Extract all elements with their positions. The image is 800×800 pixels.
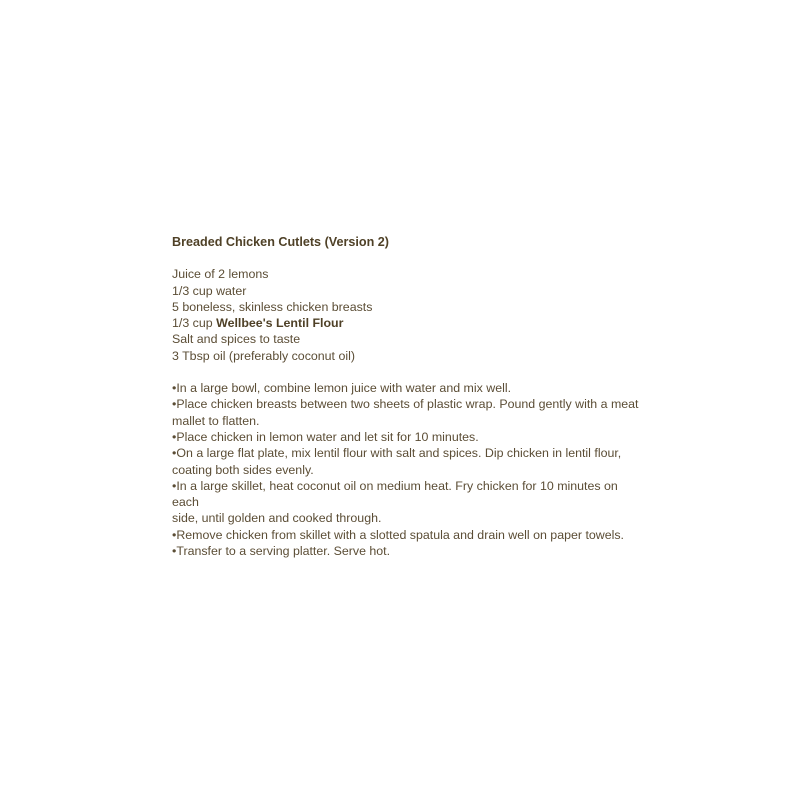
ingredient-product-name: Wellbee's Lentil Flour — [216, 316, 344, 331]
instruction-line: • Place chicken in lemon water and let sit for 10 minutes. — [172, 429, 642, 445]
ingredient-item: 1/3 cup water — [172, 283, 247, 298]
instruction-line: each — [172, 495, 199, 510]
ingredient-item: Salt and spices to taste — [172, 332, 301, 347]
ingredient-item: 3 Tbsp oil (preferably coconut oil) — [172, 348, 355, 363]
instruction-step — [172, 396, 642, 429]
recipe-title: Breaded Chicken Cutlets (Version 2) — [172, 235, 389, 249]
ingredient-item: Juice of 2 lemons — [172, 267, 269, 282]
instruction-line: • Remove chicken from skillet with a slotted spatula and drain well on paper towels. — [172, 527, 642, 543]
ingredient-item: 5 boneless, skinless chicken breasts — [172, 299, 373, 314]
instruction-line: • In a large skillet, heat coconut oil on medium heat. Fry chicken for 10 minutes on — [172, 478, 642, 494]
recipe-card — [172, 234, 642, 559]
instruction-line: • Place chicken breasts between two sheets of plastic wrap. Pound gently with a meat — [172, 396, 642, 412]
instruction-line: • On a large flat plate, mix lentil flour with salt and spices. Dip chicken in lentil flour, — [172, 445, 642, 461]
ingredient-prefix: 1/3 cup — [172, 316, 217, 331]
instruction-step — [172, 445, 642, 478]
ingredient-item — [172, 315, 642, 331]
instruction-step — [172, 543, 642, 559]
instruction-list — [172, 380, 642, 559]
ingredient-list — [172, 266, 642, 364]
instruction-line: mallet to flatten. — [172, 413, 260, 428]
instruction-line: • Transfer to a serving platter. Serve hot. — [172, 543, 642, 559]
instruction-step — [172, 380, 642, 396]
instruction-line: coating both sides evenly. — [172, 462, 314, 477]
instruction-line: side, until golden and cooked through. — [172, 511, 382, 526]
instruction-step — [172, 429, 642, 445]
instruction-line: • In a large bowl, combine lemon juice with water and mix well. — [172, 380, 642, 396]
instruction-step — [172, 478, 642, 527]
instruction-step — [172, 527, 642, 543]
